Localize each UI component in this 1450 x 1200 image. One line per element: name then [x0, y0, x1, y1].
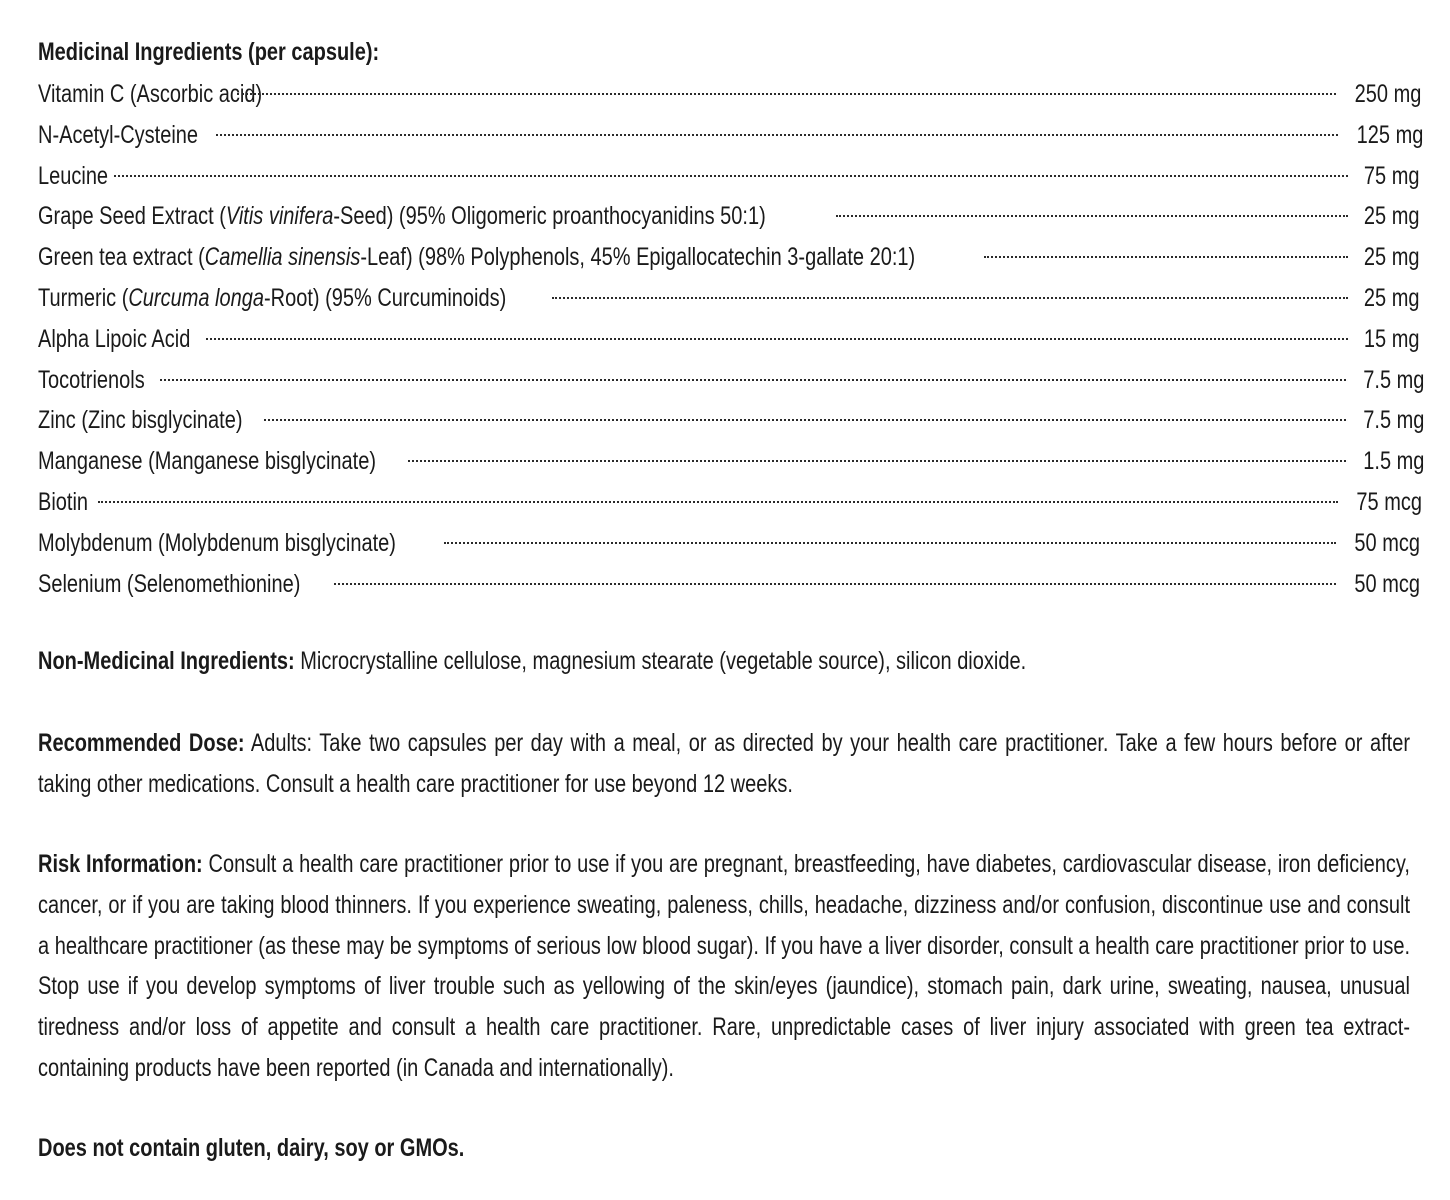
- ingredient-list: [38, 74, 1425, 604]
- ingredient-name: N-Acetyl-Cysteine: [38, 120, 199, 149]
- non-medicinal-section: [38, 641, 1410, 682]
- dot-leader: [206, 338, 1348, 340]
- ingredient-name: Biotin: [38, 487, 89, 516]
- dot-leader: [444, 542, 1336, 544]
- ingredient-name: Leucine: [38, 161, 109, 190]
- ingredient-row-selenium: [38, 564, 1420, 605]
- ingredient-amount: 25 mg: [1363, 202, 1420, 231]
- dot-leader: [408, 460, 1346, 462]
- dot-leader: [98, 501, 1338, 503]
- dot-leader: [264, 419, 1346, 421]
- ingredient-amount: 7.5 mg: [1363, 406, 1425, 435]
- dot-leader: [216, 134, 1338, 136]
- ingredient-name: Molybdenum (Molybdenum bisglycinate): [38, 528, 396, 557]
- dot-leader: [237, 93, 1336, 95]
- ingredient-row-biotin: [38, 482, 1422, 523]
- ingredient-name: Vitamin C (Ascorbic acid): [38, 80, 263, 108]
- ingredient-row-manganese: [38, 441, 1425, 482]
- ingredient-amount: 1.5 mg: [1363, 447, 1425, 476]
- ingredient-name: Manganese (Manganese bisglycinate): [38, 447, 376, 476]
- ingredient-row-zinc: [38, 400, 1425, 441]
- allergen-statement-text: Does not contain gluten, dairy, soy or GMOs.: [38, 1134, 465, 1162]
- dose-text: Adults: Take two capsules per day with a meal, or as directed by your health care practitioner. Take a few hours before or after taking other medications. Consult a health care practitioner for use beyond 12 weeks.: [38, 729, 1410, 798]
- ingredient-row-turmeric: [38, 278, 1420, 319]
- dose-label: Recommended Dose:: [38, 729, 245, 757]
- medicinal-heading: [38, 34, 1410, 74]
- risk-section: [38, 844, 1410, 1089]
- risk-text: Consult a health care practitioner prior to use if you are pregnant, breastfeeding, have diabetes, cardiovascular disease, iron deficiency, cancer, or if you are taking blood thinners. If you experience sweating, paleness, chills, headache, dizziness and/or confusion, discontinue use and consult a healthcare practitioner (as these may be symptoms of serious low blood sugar). If you have a liver disorder, consult a health care practitioner prior to use. Stop use if you develop symptoms of liver trouble such as yellowing of the skin/eyes (jaundice), stomach pain, dark urine, sweating, nausea, unusual tiredness and/or loss of appetite and consult a health care practitioner. Rare, unpredictable cases of liver injury associated with green tea extract-containing products have been reported (in Canada and internationally).: [38, 850, 1410, 1082]
- allergen-statement: [38, 1130, 571, 1170]
- ingredient-amount: 25 mg: [1363, 243, 1420, 272]
- ingredient-name: Tocotrienols: [38, 365, 145, 394]
- medicinal-section: [38, 34, 1425, 604]
- ingredient-amount: 50 mcg: [1354, 528, 1420, 557]
- ingredient-amount: 25 mg: [1363, 283, 1420, 312]
- ingredient-row-green-tea: [38, 237, 1420, 278]
- ingredient-name: Green tea extract (Camellia sinensis-Leaf) (98% Polyphenols, 45% Epigallocatechin 3-gallate 20:1): [38, 243, 916, 272]
- dot-leader: [984, 256, 1348, 258]
- ingredient-amount: 75 mg: [1363, 161, 1420, 190]
- ingredient-name: Zinc (Zinc bisglycinate): [38, 406, 243, 435]
- ingredient-amount: 75 mcg: [1356, 487, 1422, 516]
- ingredient-row-leucine: [38, 156, 1420, 197]
- non-medicinal-label: Non-Medicinal Ingredients:: [38, 647, 295, 675]
- non-medicinal-text: Microcrystalline cellulose, magnesium stearate (vegetable source), silicon dioxide.: [294, 647, 1027, 675]
- medicinal-heading-text: Medicinal Ingredients (per capsule):: [38, 38, 380, 66]
- ingredient-row-grape-seed: [38, 196, 1420, 237]
- ingredient-amount: 125 mg: [1356, 120, 1424, 149]
- ingredient-name: Selenium (Selenomethionine): [38, 569, 301, 598]
- ingredient-amount: 15 mg: [1363, 324, 1420, 353]
- ingredient-row-nac: [38, 115, 1424, 156]
- ingredient-row-vitamin-c: [38, 74, 1422, 115]
- dot-leader: [160, 379, 1346, 381]
- dose-section: [38, 723, 1410, 805]
- ingredient-amount: 50 mcg: [1354, 569, 1420, 598]
- dot-leader: [334, 583, 1336, 585]
- ingredient-row-alpha-lipoic: [38, 319, 1420, 360]
- ingredient-name: Alpha Lipoic Acid: [38, 324, 191, 353]
- dot-leader: [552, 297, 1348, 299]
- ingredient-name: Grape Seed Extract (Vitis vinifera-Seed) (95% Oligomeric proanthocyanidins 50:1): [38, 202, 766, 231]
- ingredient-name: Turmeric (Curcuma longa-Root) (95% Curcuminoids): [38, 283, 507, 312]
- ingredient-row-molybdenum: [38, 523, 1420, 564]
- dot-leader: [114, 175, 1348, 177]
- ingredient-row-tocotrienols: [38, 360, 1425, 401]
- ingredient-amount: 250 mg: [1354, 80, 1422, 108]
- dot-leader: [836, 215, 1348, 217]
- ingredient-amount: 7.5 mg: [1363, 365, 1425, 394]
- risk-label: Risk Information:: [38, 850, 203, 878]
